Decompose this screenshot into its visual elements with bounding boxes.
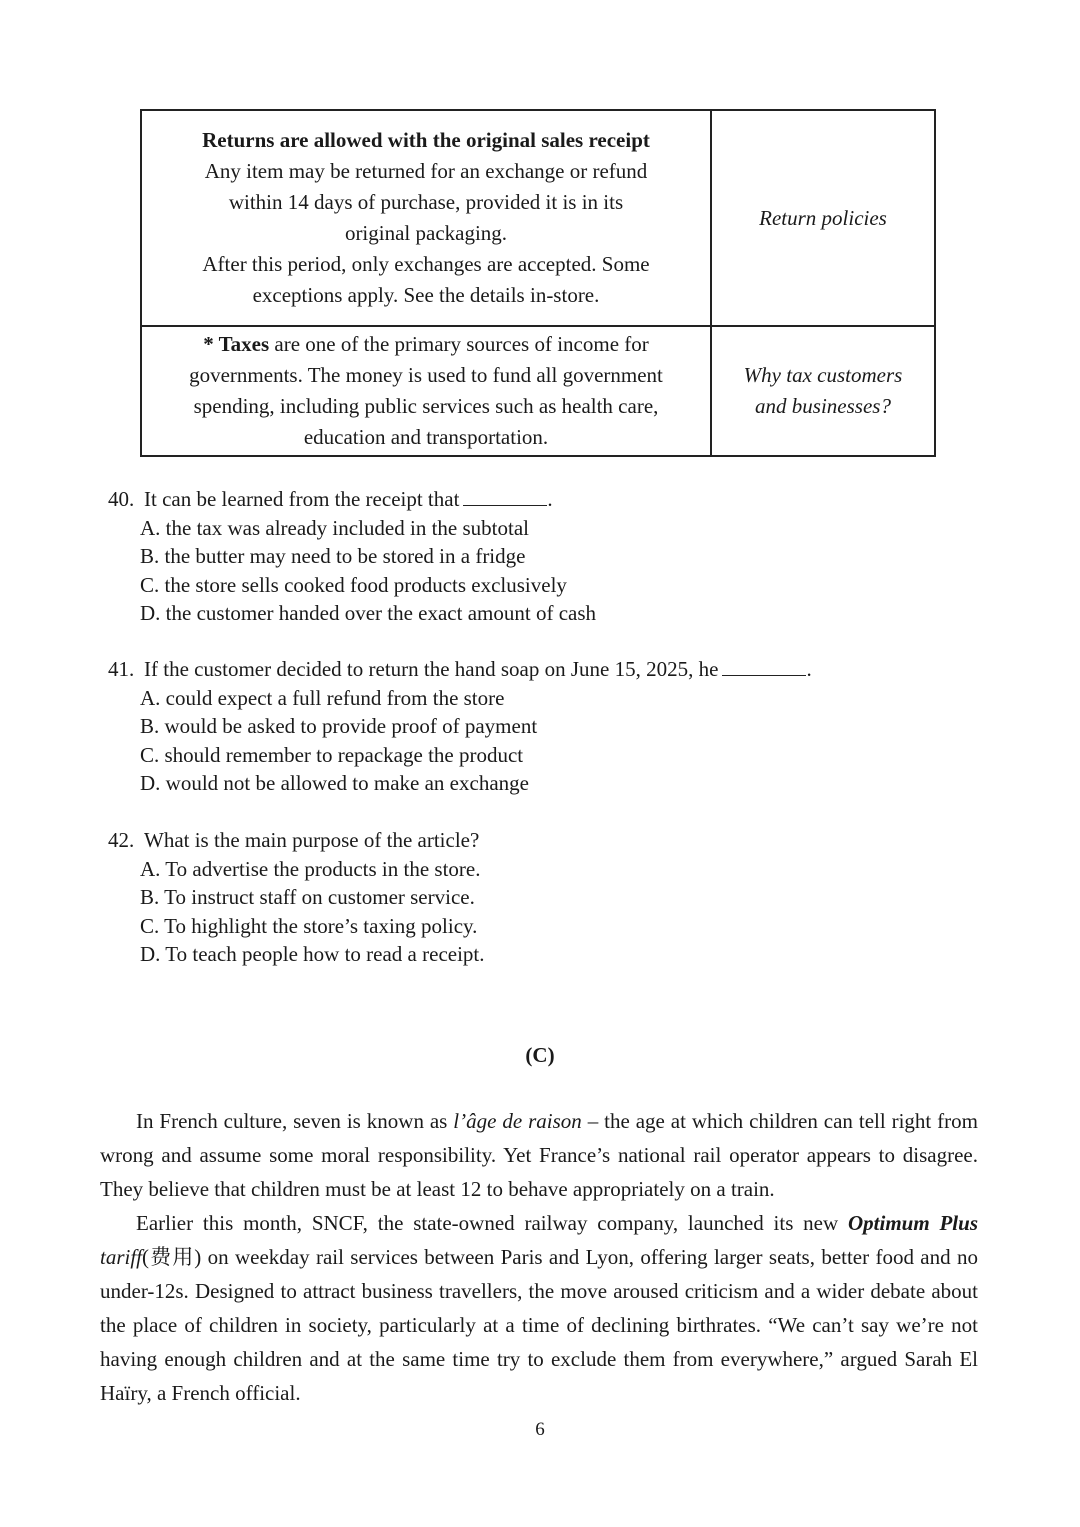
p2-italic: tariff: [100, 1245, 143, 1269]
notice-table: [140, 109, 936, 457]
return-policy-line-4: After this period, only exchanges are accepted. Some: [202, 252, 650, 276]
p1-italic: l’âge de raison: [453, 1109, 582, 1133]
answer-blank: [722, 657, 806, 676]
table-row-return-policies: [141, 110, 935, 326]
taxes-text-cell: [141, 326, 711, 456]
question-42-option-a: A. To advertise the products in the store.: [140, 856, 481, 881]
question-40-option-b: B. the butter may need to be stored in a fridge: [140, 544, 526, 568]
question-41-stem: [108, 655, 812, 684]
p1-before: In French culture, seven is known as: [136, 1109, 454, 1133]
return-policy-line-3: original packaging.: [344, 221, 508, 245]
question-41: [108, 655, 812, 798]
page-number: 6: [535, 1419, 545, 1440]
return-policy-text-cell: [141, 110, 711, 326]
taxes-label-cell: [711, 326, 935, 456]
p2-bold-italic: Optimum Plus: [847, 1211, 978, 1235]
taxes-lead: * Taxes: [203, 332, 270, 356]
question-42: [108, 826, 485, 969]
return-policy-label: Return policies: [759, 205, 887, 230]
passage: [100, 1104, 978, 1410]
question-40-stem: [108, 485, 596, 514]
question-40-number: 40.: [108, 487, 135, 511]
p2-before: Earlier this month, SNCF, the state-owned railway company, launched its new: [136, 1211, 848, 1235]
answer-blank: [463, 487, 547, 506]
question-42-option-b: B. To instruct staff on customer service.: [140, 885, 475, 909]
question-41-end: .: [806, 657, 812, 681]
table-row-taxes: [141, 326, 935, 456]
taxes-line-4: education and transportation.: [303, 425, 549, 449]
question-42-number: 42.: [108, 828, 135, 852]
taxes-line-2: governments. The money is used to fund all government: [189, 363, 663, 387]
question-40: [108, 485, 596, 628]
question-42-option-d: D. To teach people how to read a receipt.: [140, 942, 485, 966]
question-41-option-c: C. should remember to repackage the product: [140, 742, 524, 767]
question-40-option-d: D. the customer handed over the exact amount of cash: [140, 601, 597, 625]
passage-paragraph-1: [100, 1104, 978, 1206]
taxes-label-line-1: Why tax customers: [743, 363, 903, 387]
p2-gloss: (费用): [142, 1245, 202, 1269]
question-42-text: What is the main purpose of the article?: [144, 828, 480, 852]
p1-after: – the age at which children can tell right from wrong and assume some moral responsibility. Yet France’s national rail operator appears to disagree. They believe that children must be at least 12 to behave appropriately on a train.: [100, 1109, 979, 1201]
question-41-number: 41.: [108, 657, 135, 681]
question-40-option-a: A. the tax was already included in the subtotal: [140, 515, 529, 540]
return-policy-line-2: within 14 days of purchase, provided it is in its: [228, 190, 624, 214]
p2-after: on weekday rail services between Paris and Lyon, offering larger seats, better food and no under-12s. Designed to attract business travellers, the move aroused criticism and a wider debate about the place of children in society, particularly at a time of declining birthrates. “We can’t say we’re not having enough children and at the same time try to exclude them from everywhere,” argued Sarah El Haïry, a French official.: [100, 1245, 978, 1405]
question-40-end: .: [547, 487, 553, 511]
question-40-option-c: C. the store sells cooked food products exclusively: [140, 572, 567, 597]
return-policy-heading: Returns are allowed with the original sales receipt: [202, 128, 650, 152]
return-policy-line-5: exceptions apply. See the details in-store.: [252, 283, 600, 307]
question-41-option-b: B. would be asked to provide proof of payment: [140, 714, 538, 738]
question-41-option-d: D. would not be allowed to make an exchange: [140, 771, 529, 795]
taxes-line-1: [156, 329, 696, 360]
taxes-line-3: spending, including public services such as health care,: [193, 394, 659, 418]
question-40-text: It can be learned from the receipt that: [144, 487, 460, 511]
question-42-option-c: C. To highlight the store’s taxing policy.: [140, 913, 478, 938]
taxes-label-line-2: and businesses?: [755, 394, 891, 418]
taxes-line-1-rest: are one of the primary sources of income for: [269, 332, 649, 356]
question-41-option-a: A. could expect a full refund from the store: [140, 685, 505, 710]
section-title: (C): [525, 1043, 555, 1067]
return-policy-label-cell: [711, 110, 935, 326]
question-41-text: If the customer decided to return the hand soap on June 15, 2025, he: [144, 657, 719, 681]
question-42-stem: [108, 826, 485, 855]
return-policy-line-1: Any item may be returned for an exchange or refund: [204, 159, 648, 183]
passage-paragraph-2: [100, 1206, 978, 1410]
